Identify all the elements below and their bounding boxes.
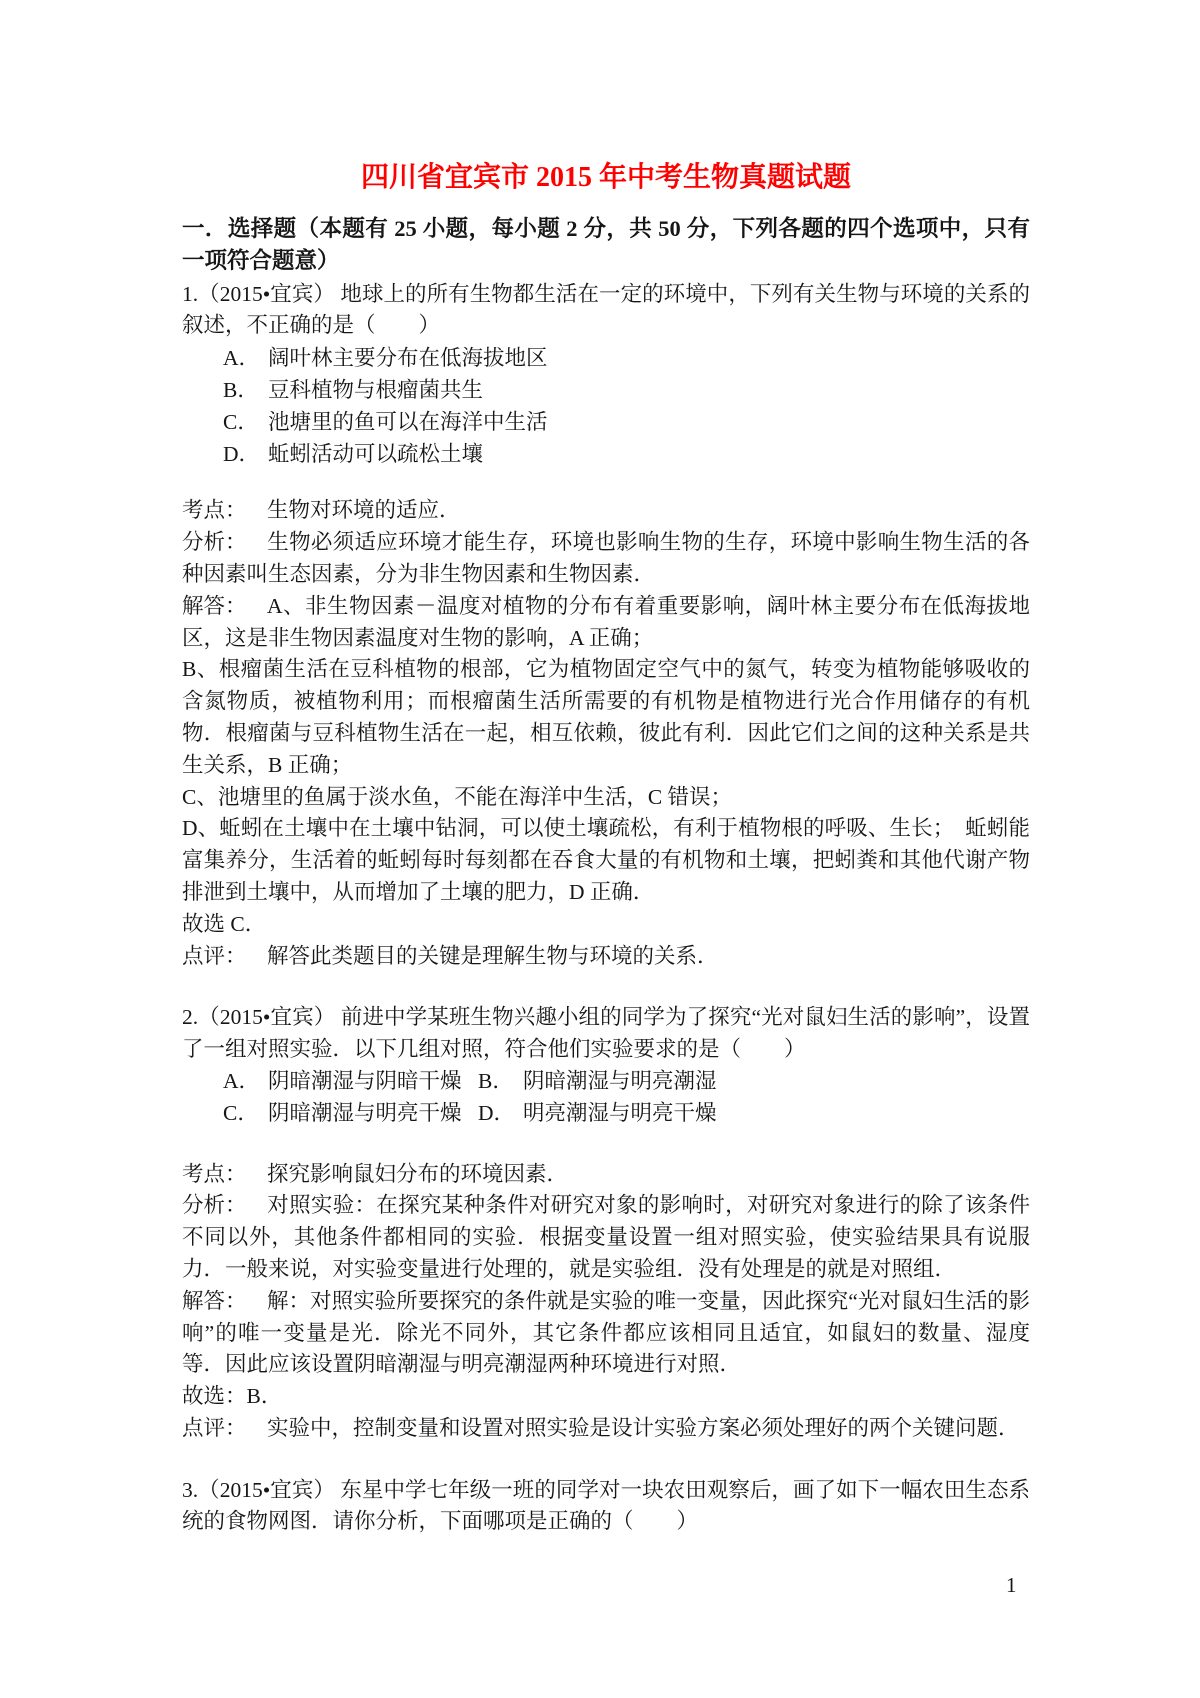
explanation-text: B、根瘤菌生活在豆科植物的根部，它为植物固定空气中的氮气，转变为植物能够吸收的含氮物质，被植物利用；而根瘤菌生活所需要的有机物是植物进行光合作用储存的有机物．根瘤菌与豆科植物生活在一起，相互依赖，彼此有利．因此它们之间的这种关系是共生关系，B 正确； — [182, 657, 1030, 777]
explanation-text: A、非生物因素－温度对植物的分布有着重要影响，阔叶林主要分布在低海拔地区，这是非生物因素温度对生物的影响，A 正确； — [182, 593, 1030, 650]
explanation-paragraph — [182, 1286, 1030, 1381]
question-2-options — [182, 1066, 1030, 1130]
option-d — [182, 439, 1030, 471]
option-b-text: 阴暗潮湿与明亮潮湿 — [523, 1068, 717, 1093]
question-2-stem: 2.（2015•宜宾） 前进中学某班生物兴趣小组的同学为了探究“光对鼠妇生活的影响”，设置了一组对照实验．以下几组对照，符合他们实验要求的是（ ） — [182, 1005, 1030, 1062]
option-c-text: 池塘里的鱼可以在海洋中生活 — [268, 409, 548, 434]
explanation-label: 考点： — [182, 1161, 247, 1186]
explanation-text: 解答此类题目的关键是理解生物与环境的关系． — [267, 943, 719, 968]
explanation-paragraph — [182, 941, 1030, 973]
option-b-label: B． — [223, 377, 259, 402]
option-b-label: B． — [478, 1068, 514, 1093]
explanation-text: 对照实验：在探究某种条件对研究对象的影响时，对研究对象进行的除了该条件不同以外，其他条件都相同的实验．根据变量设置一组对照实验，使实验结果具有说服力．一般来说，对实验变量进行处理的，就是实验组．没有处理是的就是对照组． — [182, 1193, 1030, 1281]
explanation-label: 解答： — [182, 1288, 247, 1313]
option-c — [223, 1098, 478, 1130]
option-a-text: 阔叶林主要分布在低海拔地区 — [268, 346, 548, 371]
option-a — [182, 343, 1030, 375]
explanation-paragraph — [182, 1190, 1030, 1285]
explanation-paragraph — [182, 1413, 1030, 1445]
explanation-paragraph — [182, 654, 1030, 781]
answer-line — [182, 909, 1030, 941]
option-d-label: D． — [223, 441, 261, 466]
explanation-text: 生物必须适应环境才能生存，环境也影响生物的生存，环境中影响生物生活的各种因素叫生态因素，分为非生物因素和生物因素． — [182, 530, 1030, 586]
option-b — [182, 375, 1030, 407]
question-1-explanation — [182, 495, 1030, 972]
option-b — [478, 1066, 717, 1098]
option-a-label: A． — [223, 346, 261, 371]
explanation-label: 分析： — [182, 1193, 247, 1218]
option-row-ab — [182, 1066, 1030, 1098]
explanation-label: 分析： — [182, 530, 247, 555]
option-c-label: C． — [223, 409, 259, 434]
explanation-paragraph — [182, 813, 1030, 908]
explanation-label: 点评： — [182, 943, 247, 968]
answer-text: 故选：B． — [182, 1384, 283, 1409]
question-1-options — [182, 343, 1030, 470]
document-title: 四川省宜宾市 2015 年中考生物真题试题 — [360, 162, 851, 193]
question-1-stem: 1.（2015•宜宾） 地球上的所有生物都生活在一定的环境中，下列有关生物与环境的关系的叙述，不正确的是（ ） — [182, 281, 1030, 338]
page-number: 1 — [1006, 1573, 1017, 1597]
explanation-label: 点评： — [182, 1415, 247, 1440]
option-b-text: 豆科植物与根瘤菌共生 — [268, 377, 484, 402]
section-heading: 一．选择题（本题有 25 小题，每小题 2 分，共 50 分，下列各题的四个选项中，只有一项符合题意） — [182, 216, 1030, 273]
document-content — [182, 162, 1030, 1538]
explanation-label: 考点： — [182, 498, 247, 523]
option-c-text: 阴暗潮湿与明亮干燥 — [268, 1100, 462, 1125]
explanation-text: 解：对照实验所要探究的条件就是实验的唯一变量，因此探究“光对鼠妇生活的影响”的唯一变量是光．除光不同外，其它条件都应该相同且适宜，如鼠妇的数量、湿度等．因此应该设置阴暗潮湿与明亮潮湿两种环境进行对照． — [182, 1288, 1030, 1377]
explanation-text: 探究影响鼠妇分布的环境因素． — [267, 1161, 569, 1186]
explanation-paragraph — [182, 527, 1030, 591]
explanation-text: 实验中，控制变量和设置对照实验是设计实验方案必须处理好的两个关键问题． — [267, 1415, 1020, 1440]
explanation-text: D、蚯蚓在土壤中在土壤中钻洞，可以使土壤疏松，有利于植物根的呼吸、生长； 蚯蚓能富集养分，生活着的蚯蚓每时每刻都在吞食大量的有机物和土壤，把蚓粪和其他代谢产物排泄到土壤中，从而增加了土壤的肥力，D 正确． — [182, 816, 1030, 904]
question-2-explanation — [182, 1159, 1030, 1445]
explanation-paragraph — [182, 1159, 1030, 1191]
option-a-text: 阴暗潮湿与阴暗干燥 — [268, 1068, 462, 1093]
option-d — [478, 1098, 717, 1130]
explanation-text: C、池塘里的鱼属于淡水鱼，不能在海洋中生活，C 错误； — [182, 784, 733, 809]
answer-text: 故选 C． — [182, 911, 267, 936]
option-a — [223, 1066, 478, 1098]
option-a-label: A． — [223, 1068, 261, 1093]
option-d-text: 蚯蚓活动可以疏松土壤 — [268, 441, 484, 466]
option-d-label: D． — [478, 1100, 516, 1125]
option-c-label: C． — [223, 1100, 259, 1125]
option-c — [182, 407, 1030, 439]
explanation-paragraph — [182, 782, 1030, 814]
answer-line — [182, 1381, 1030, 1413]
option-d-text: 明亮潮湿与明亮干燥 — [523, 1100, 717, 1125]
explanation-text: 生物对环境的适应． — [267, 498, 461, 523]
question-3-stem: 3.（2015•宜宾） 东星中学七年级一班的同学对一块农田观察后，画了如下一幅农田生态系统的食物网图．请你分析，下面哪项是正确的（ ） — [182, 1477, 1030, 1534]
option-row-cd — [182, 1098, 1030, 1130]
explanation-label: 解答： — [182, 593, 247, 618]
explanation-paragraph — [182, 591, 1030, 655]
explanation-paragraph — [182, 495, 1030, 527]
